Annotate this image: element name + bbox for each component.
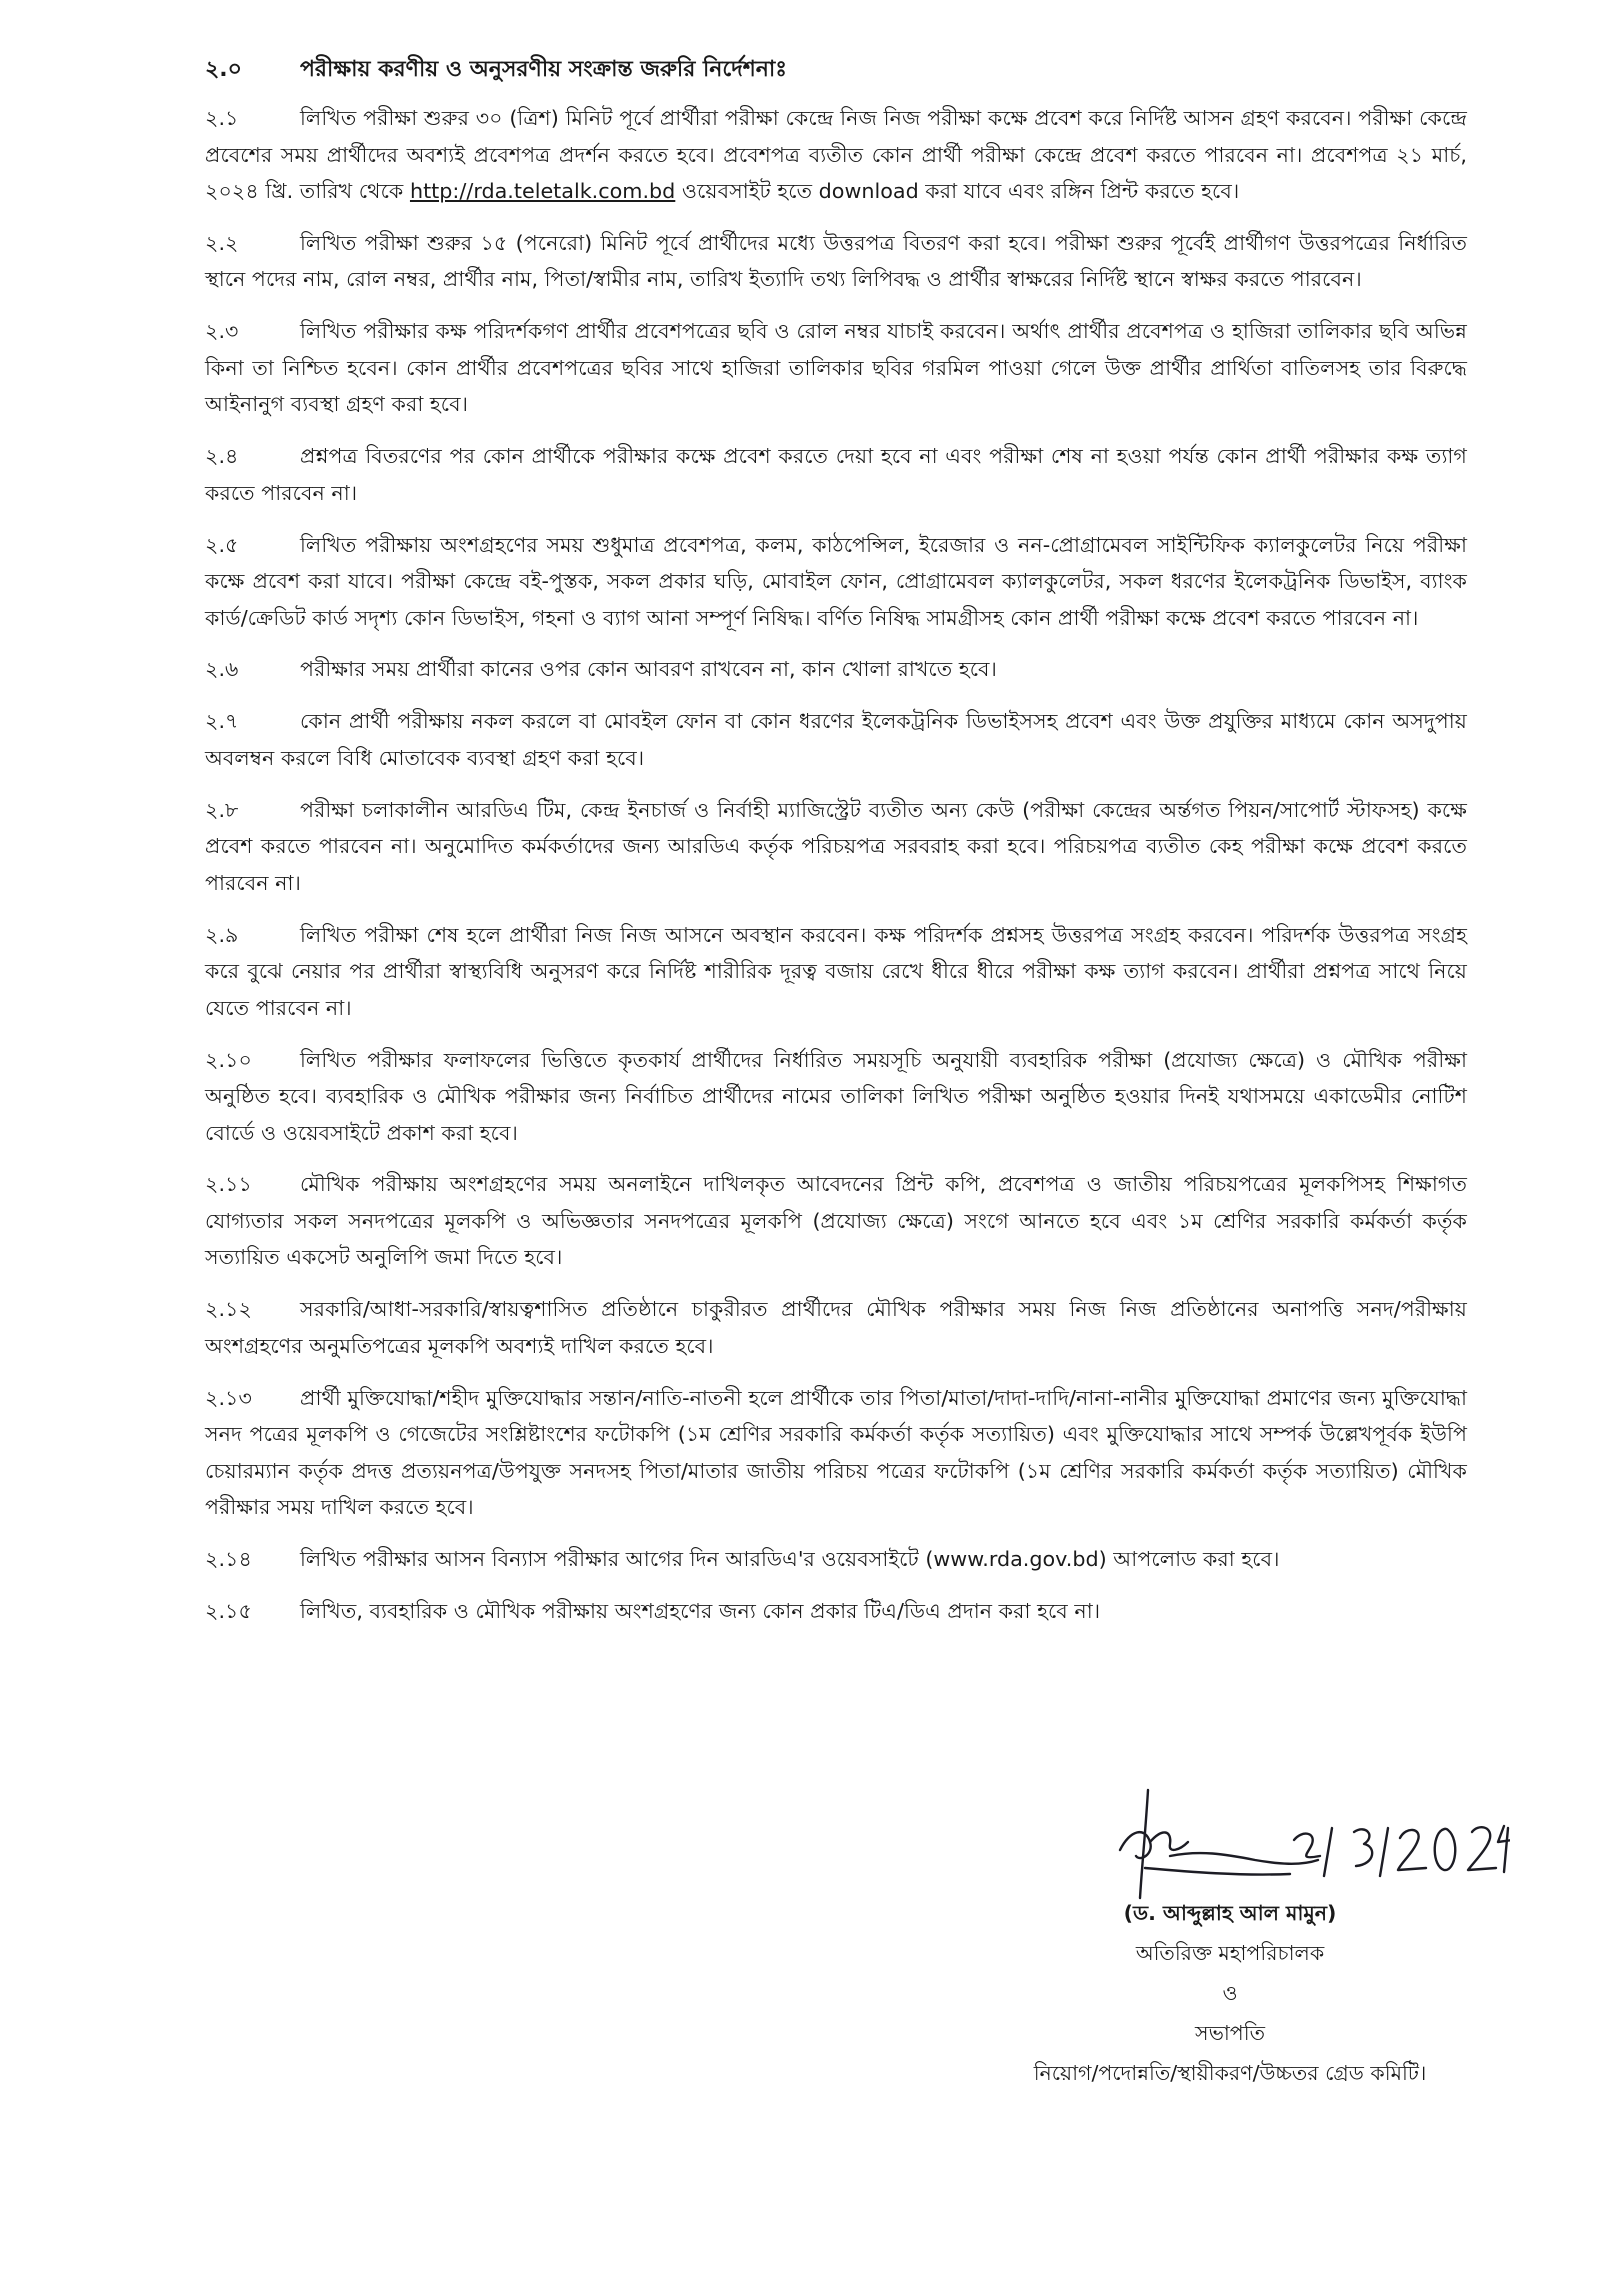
signatory-conjunction: ও <box>1222 1981 1238 2005</box>
instruction-text: প্রার্থী মুক্তিযোদ্ধা/শহীদ মুক্তিযোদ্ধার সন্তান/নাতি-নাতনী হলে প্রার্থীকে তার পিতা/মাতা/দাদা-দাদি/নানা-নানীর মুক্তিযোদ্ধা প্রমাণের জন্য মুক্তিযোদ্ধা সনদ পত্রের মূলকপি ও গেজেটের সংশ্লিষ্টাংশের ফটোকপি (১ম শ্রেণির সরকারি কর্মকর্তা কর্তৃক সত্যায়িত) এবং মুক্তিযোদ্ধার সাথে সম্পর্ক উল্লেখপূর্বক ইউপি চেয়ারম্যান কর্তৃক প্রদত্ত প্রত্যয়নপত্র/উপযুক্ত সনদসহ পিতা/মাতার জাতীয় পরিচয় পত্রের ফটোকপি (১ম শ্রেণির সরকারি কর্মকর্তা কর্তৃক সত্যায়িত) মৌখিক পরীক্ষার সময় দাখিল করতে হবে। <box>205 1385 1467 1520</box>
instruction-text: লিখিত পরীক্ষা শেষ হলে প্রার্থীরা নিজ নিজ আসনে অবস্থান করবেন। কক্ষ পরিদর্শক প্রশ্নসহ উত্তরপত্র সংগ্রহ করবেন। পরিদর্শক উত্তরপত্র সংগ্রহ করে বুঝে নেয়ার পর প্রার্থীরা স্বাস্থ্যবিধি অনুসরণ করে নির্দিষ্ট শারীরিক দূরত্ব বজায় রেখে ধীরে ধীরে পরীক্ষা কক্ষ ত্যাগ করবেন। প্রার্থীরা প্রশ্নপত্র সাথে নিয়ে যেতে পারবেন না। <box>205 922 1467 1020</box>
signature-stroke <box>1120 1832 1151 1858</box>
signature-stroke <box>1294 1834 1320 1858</box>
instruction-number: ২.৮ <box>205 797 239 822</box>
instruction-text: লিখিত পরীক্ষায় অংশগ্রহণের সময় শুধুমাত্র প্রবেশপত্র, কলম, কাঠপেন্সিল, ইরেজার ও নন-প্রোগ্রামেবল সাইন্টিফিক ক্যালকুলেটর নিয়ে পরীক্ষা কক্ষে প্রবেশ করা যাবে। পরীক্ষা কেন্দ্রে বই-পুস্তক, সকল প্রকার ঘড়ি, মোবাইল ফোন, প্রোগ্রামেবল ক্যালকুলেটর, সকল ধরণের ইলেকট্রনিক ডিভাইস, ব্যাংক কার্ড/ক্রেডিট কার্ড সদৃশ্য কোন ডিভাইস, গহনা ও ব্যাগ আনা সম্পূর্ণ নিষিদ্ধ। বর্ণিত নিষিদ্ধ সামগ্রীসহ কোন প্রার্থী পরীক্ষা কক্ষে প্রবেশ করতে পারবেন না। <box>205 532 1467 630</box>
instruction-number: ২.৪ <box>205 444 239 469</box>
signature-stroke <box>1170 1853 1318 1864</box>
signature-stroke <box>1354 1829 1372 1866</box>
instruction-text: পরীক্ষার সময় প্রার্থীরা কানের ওপর কোন আবরণ রাখবেন না, কান খোলা রাখতে হবে। <box>300 657 997 682</box>
instruction-text: লিখিত, ব্যবহারিক ও মৌখিক পরীক্ষায় অংশগ্রহণের জন্য কোন প্রকার টিএ/ডিএ প্রদান করা হবে না। <box>300 1598 1101 1623</box>
instruction-number: ২.৩ <box>205 319 239 344</box>
instruction-item <box>205 1166 1467 1276</box>
instruction-text: লিখিত পরীক্ষা শুরুর ১৫ (পনেরো) মিনিট পূর্বে প্রার্থীদের মধ্যে উত্তরপত্র বিতরণ করা হবে। পরীক্ষা শুরুর পূর্বেই প্রার্থীগণ উত্তরপত্রের নির্ধারিত স্থানে পদের নাম, রোল নম্বর, প্রার্থীর নাম, পিতা/স্বামীর নাম, তারিখ ইত্যাদি তথ্য লিপিবদ্ধ ও প্রার্থীর স্বাক্ষরের নির্দিষ্ট স্থানে স্বাক্ষর করতে পারবেন। <box>205 230 1467 292</box>
instruction-item <box>205 917 1467 1027</box>
instruction-number: ২.১৫ <box>205 1598 252 1623</box>
instruction-number: ২.৯ <box>205 922 239 947</box>
instruction-item <box>205 1541 1467 1578</box>
signature-stroke <box>1504 1828 1508 1872</box>
signature-stroke <box>1398 1830 1426 1870</box>
instruction-number: ২.১৩ <box>205 1385 252 1410</box>
signatory-name: (ড. আব্দুল্লাহ আল মামুন) <box>1123 1901 1337 1925</box>
instruction-item <box>205 1380 1467 1526</box>
instruction-item <box>205 313 1467 423</box>
signature-stroke <box>1145 1868 1290 1875</box>
signature-stroke <box>1150 1832 1188 1849</box>
instruction-text: লিখিত পরীক্ষার আসন বিন্যাস পরীক্ষার আগের দিন আরডিএ'র ওয়েবসাইটে (www.rda.gov.bd) আপলোড করা হবে। <box>300 1547 1280 1572</box>
instruction-list <box>205 100 1467 1645</box>
instruction-item <box>205 792 1467 902</box>
instruction-item <box>205 1042 1467 1152</box>
instruction-item <box>205 527 1467 637</box>
instruction-number: ২.১২ <box>205 1297 252 1322</box>
signature-stroke <box>1140 1790 1148 1898</box>
instruction-text: লিখিত পরীক্ষার ফলাফলের ভিত্তিতে কৃতকার্য প্রার্থীদের নির্ধারিত সময়সূচি অনুযায়ী ব্যবহারিক পরীক্ষা (প্রযোজ্য ক্ষেত্রে) ও মৌখিক পরীক্ষা অনুষ্ঠিত হবে। ব্যবহারিক ও মৌখিক পরীক্ষার জন্য নির্বাচিত প্রার্থীদের নামের তালিকা লিখিত পরীক্ষা অনুষ্ঠিত হওয়ার দিনই যথাসময়ে একাডেমীর নোটিশ বোর্ডে ও ওয়েবসাইটে প্রকাশ করা হবে। <box>205 1047 1467 1145</box>
instruction-item <box>205 438 1467 511</box>
instruction-item <box>205 651 1467 688</box>
section-heading <box>205 52 787 88</box>
instruction-text-part: লিখিত পরীক্ষা শুরুর ৩০ (ত্রিশ) মিনিট পূর্বে প্রার্থীরা পরীক্ষা কেন্দ্রে নিজ নিজ পরীক্ষা কক্ষে প্রবেশ করে নির্দিষ্ট আসন গ্রহণ করবেন। পরীক্ষা কেন্দ্রে প্রবেশের সময় প্রার্থীদের অবশ্যই প্রবেশপত্র প্রদর্শন করতে হবে। প্রবেশপত্র ব্যতীত কোন প্রার্থী পরীক্ষা কেন্দ্রে প্রবেশ করতে পারবেন না। প্রবেশপত্র ২১ মার্চ, ২০২৪ খ্রি. তারিখ থেকে <box>205 106 1467 203</box>
instruction-number: ২.১০ <box>205 1047 252 1072</box>
instruction-item <box>205 1593 1467 1630</box>
signatory-designation: অতিরিক্ত মহাপরিচালক <box>1135 1941 1325 1965</box>
instruction-item <box>205 703 1467 776</box>
instruction-number: ২.৭ <box>205 709 239 734</box>
signatory-role: সভাপতি <box>1195 2021 1265 2045</box>
instruction-text: পরীক্ষা চলাকালীন আরডিএ টিম, কেন্দ্র ইনচার্জ ও নির্বাহী ম্যাজিস্ট্রেট ব্যতীত অন্য কেউ (পরীক্ষা কেন্দ্রের অর্ন্তগত পিয়ন/সাপোর্ট স্টাফসহ) কক্ষে প্রবেশ করতে পারবেন না। অনুমোদিত কর্মকর্তাদের জন্য আরডিএ কর্তৃক পরিচয়পত্র সরবরাহ করা হবে। পরিচয়পত্র ব্যতীত কেহ পরীক্ষা কক্ষে প্রবেশ করতে পারবেন না। <box>205 797 1467 895</box>
signature-block <box>960 1893 1500 2093</box>
instruction-item <box>205 100 1467 210</box>
handwritten-signature <box>1050 1780 1510 1910</box>
signature-stroke <box>1380 1828 1388 1876</box>
instruction-text: প্রশ্নপত্র বিতরণের পর কোন প্রার্থীকে পরীক্ষার কক্ষে প্রবেশ করতে দেয়া হবে না এবং পরীক্ষা শেষ না হওয়া পর্যন্ত কোন প্রার্থী পরীক্ষার কক্ষ ত্যাগ করতে পারবেন না। <box>205 444 1467 505</box>
signature-stroke <box>1324 1828 1332 1876</box>
instruction-number: ২.১৪ <box>205 1547 252 1572</box>
instruction-text: লিখিত পরীক্ষার কক্ষ পরিদর্শকগণ প্রার্থীর প্রবেশপত্রের ছবি ও রোল নম্বর যাচাই করবেন। অর্থাৎ প্রার্থীর প্রবেশপত্র ও হাজিরা তালিকার ছবি অভিন্ন কিনা তা নিশ্চিত হবেন। কোন প্রার্থীর প্রবেশপত্রের ছবির সাথে হাজিরা তালিকার ছবির গরমিল পাওয়া গেলে উক্ত প্রার্থীর প্রার্থিতা বাতিলসহ তার বিরুদ্ধে আইনানুগ ব্যবস্থা গ্রহণ করা হবে। <box>205 319 1467 417</box>
signature-stroke <box>1468 1827 1496 1870</box>
instruction-number: ২.২ <box>205 230 239 255</box>
instruction-text <box>205 100 1467 210</box>
instruction-text: মৌখিক পরীক্ষায় অংশগ্রহণের সময় অনলাইনে দাখিলকৃত আবেদনের প্রিন্ট কপি, প্রবেশপত্র ও জাতীয় পরিচয়পত্রের মূলকপিসহ শিক্ষাগত যোগ্যতার সকল সনদপত্রের মূলকপি ও অভিজ্ঞতার সনদপত্রের মূলকপি (প্রযোজ্য ক্ষেত্রে) সংগে আনতে হবে এবং ১ম শ্রেণির সরকারি কর্মকর্তা কর্তৃক সত্যায়িত একসেট অনুলিপি জমা দিতে হবে। <box>205 1172 1467 1270</box>
download-link[interactable]: http://rda.teletalk.com.bd <box>409 179 676 203</box>
section-title: পরীক্ষায় করণীয় ও অনুসরণীয় সংক্রান্ত জরুরি নির্দেশনাঃ <box>300 57 788 82</box>
instruction-item <box>205 1291 1467 1364</box>
instruction-item <box>205 225 1467 298</box>
instruction-number: ২.১১ <box>205 1172 252 1197</box>
signatory-committee: নিয়োগ/পদোন্নতি/স্থায়ীকরণ/উচ্চতর গ্রেড কমিটি। <box>1033 2061 1427 2085</box>
instruction-text-part: ওয়েবসাইট হতে download করা যাবে এবং রঙ্গিন প্রিন্ট করতে হবে। <box>675 179 1240 203</box>
instruction-text: কোন প্রার্থী পরীক্ষায় নকল করলে বা মোবইল ফোন বা কোন ধরণের ইলেকট্রনিক ডিভাইসসহ প্রবেশ এবং উক্ত প্রযুক্তির মাধ্যমে কোন অসদুপায় অবলম্বন করলে বিধি মোতাবেক ব্যবস্থা গ্রহণ করা হবে। <box>205 709 1467 770</box>
instruction-text: সরকারি/আধা-সরকারি/স্বায়ত্বশাসিত প্রতিষ্ঠানে চাকুরীরত প্রার্থীদের মৌখিক পরীক্ষার সময় নিজ নিজ প্রতিষ্ঠানের অনাপত্তি সনদ/পরীক্ষায় অংশগ্রহণের অনুমতিপত্রের মূলকপি অবশ্যই দাখিল করতে হবে। <box>205 1297 1467 1358</box>
section-number: ২.০ <box>205 57 242 82</box>
instruction-number: ২.১ <box>205 106 239 130</box>
instruction-number: ২.৬ <box>205 657 239 682</box>
signature-stroke <box>1435 1829 1456 1870</box>
instruction-number: ২.৫ <box>205 532 239 557</box>
